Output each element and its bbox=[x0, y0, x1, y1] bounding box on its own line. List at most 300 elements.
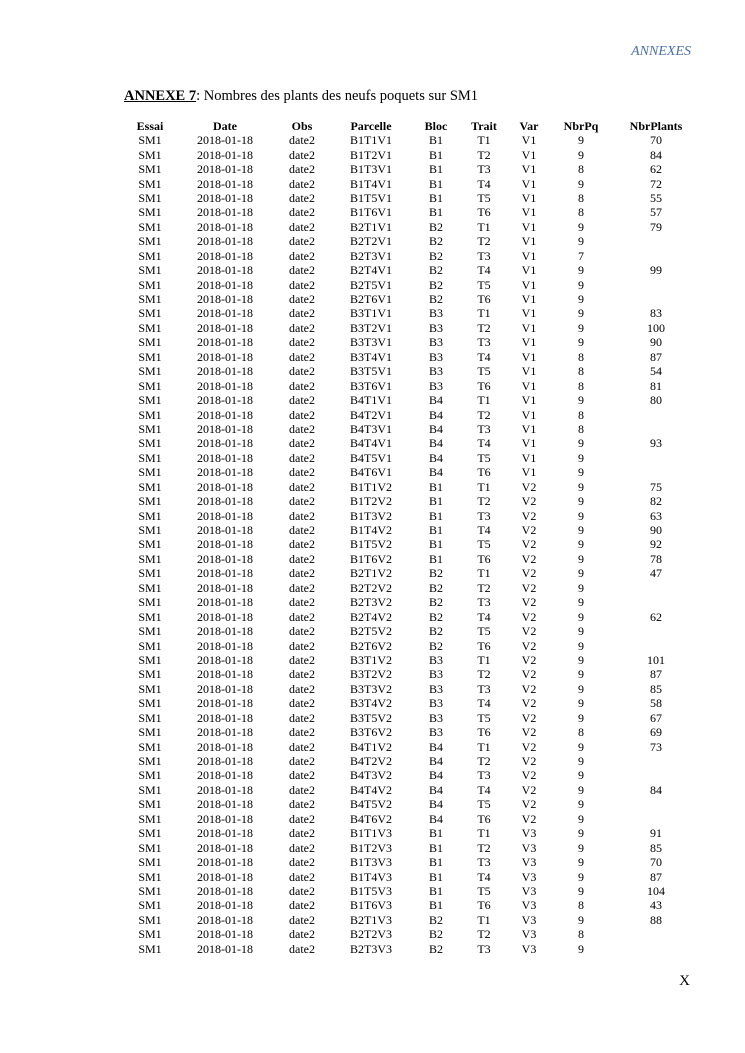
table-cell: 2018-01-18 bbox=[197, 725, 253, 740]
table-cell: V1 bbox=[521, 378, 537, 393]
table-cell: 8 bbox=[578, 898, 584, 913]
table-cell: B2T1V2 bbox=[350, 566, 392, 581]
caption-text: : Nombres des plants des neufs poquets sur SM1 bbox=[196, 88, 479, 104]
table-cell: T2 bbox=[477, 147, 491, 162]
table-cell: 63 bbox=[650, 508, 662, 523]
table-cell: SM1 bbox=[138, 754, 162, 769]
table-cell: 78 bbox=[650, 551, 662, 566]
table-cell: B2 bbox=[428, 580, 443, 595]
table-cell: 2018-01-18 bbox=[197, 147, 253, 162]
table-cell: 2018-01-18 bbox=[197, 855, 253, 870]
table-cell: 9 bbox=[578, 436, 584, 451]
table-cell: B3T2V2 bbox=[350, 667, 392, 682]
table-cell: V2 bbox=[521, 652, 537, 667]
table-cell: T6 bbox=[477, 551, 491, 566]
table-row bbox=[122, 783, 702, 797]
table-cell: SM1 bbox=[138, 306, 162, 321]
table-cell: V1 bbox=[521, 263, 537, 278]
table-cell: B4 bbox=[428, 754, 443, 769]
table-row bbox=[122, 884, 702, 898]
table-cell: SM1 bbox=[138, 133, 162, 148]
table-cell: T3 bbox=[477, 681, 491, 696]
table-cell: 9 bbox=[578, 292, 584, 307]
table-cell: 9 bbox=[578, 494, 584, 509]
table-cell: 2018-01-18 bbox=[197, 826, 253, 841]
table-cell: V1 bbox=[521, 364, 537, 379]
table-cell: 2018-01-18 bbox=[197, 450, 253, 465]
table-cell: date2 bbox=[289, 754, 315, 769]
table-cell: T3 bbox=[477, 768, 491, 783]
table-cell bbox=[610, 754, 702, 768]
table-cell: B1 bbox=[428, 869, 443, 884]
table-cell bbox=[610, 581, 702, 595]
table-cell: 9 bbox=[578, 147, 584, 162]
table-cell: B2T3V1 bbox=[350, 248, 392, 263]
table-cell: T1 bbox=[477, 652, 491, 667]
table-cell: B3T6V2 bbox=[350, 725, 392, 740]
table-cell: SM1 bbox=[138, 523, 162, 538]
table-cell: B2 bbox=[428, 219, 443, 234]
table-cell: SM1 bbox=[138, 869, 162, 884]
table-cell: 2018-01-18 bbox=[197, 523, 253, 538]
table-cell: B2T2V3 bbox=[350, 927, 392, 942]
table-cell: B1T5V3 bbox=[350, 883, 392, 898]
table-cell: SM1 bbox=[138, 710, 162, 725]
table-cell: 87 bbox=[650, 869, 662, 884]
table-cell: T2 bbox=[477, 840, 491, 855]
caption-lead: ANNEXE 7 bbox=[124, 88, 197, 104]
table-cell: B2T6V1 bbox=[350, 292, 392, 307]
table-cell: 2018-01-18 bbox=[197, 566, 253, 581]
table-cell: 9 bbox=[578, 912, 584, 927]
table-row bbox=[122, 364, 702, 378]
table-cell: T1 bbox=[477, 826, 491, 841]
table-cell: B4 bbox=[428, 421, 443, 436]
table-cell: V3 bbox=[521, 883, 537, 898]
table-cell: SM1 bbox=[138, 624, 162, 639]
table-cell: 9 bbox=[578, 652, 584, 667]
table-cell: date2 bbox=[289, 725, 315, 740]
table-row bbox=[122, 407, 702, 421]
table-cell: 9 bbox=[578, 551, 584, 566]
table-cell: V2 bbox=[521, 725, 537, 740]
table-cell: 2018-01-18 bbox=[197, 782, 253, 797]
table-cell: T3 bbox=[477, 941, 491, 956]
table-cell: V2 bbox=[521, 580, 537, 595]
table-cell: V2 bbox=[521, 667, 537, 682]
table-cell: 2018-01-18 bbox=[197, 162, 253, 177]
table-cell: V1 bbox=[521, 436, 537, 451]
table-cell: 93 bbox=[650, 436, 662, 451]
table-row bbox=[122, 624, 702, 638]
table-cell bbox=[610, 292, 702, 306]
table-cell: B1 bbox=[428, 855, 443, 870]
table-cell: T4 bbox=[477, 609, 491, 624]
table-cell: T3 bbox=[477, 508, 491, 523]
table-cell: 47 bbox=[650, 566, 662, 581]
table-cell: 2018-01-18 bbox=[197, 638, 253, 653]
table-cell: B1T3V1 bbox=[350, 162, 392, 177]
table-cell: T4 bbox=[477, 782, 491, 797]
table-cell: V1 bbox=[521, 234, 537, 249]
table-row bbox=[122, 739, 702, 753]
table-cell: 2018-01-18 bbox=[197, 176, 253, 191]
table-row bbox=[122, 927, 702, 941]
table-cell: 82 bbox=[650, 494, 662, 509]
table-cell: B1 bbox=[428, 133, 443, 148]
table-cell: T4 bbox=[477, 436, 491, 451]
table-cell: SM1 bbox=[138, 364, 162, 379]
table-cell: B4T3V1 bbox=[350, 421, 392, 436]
table-cell: 9 bbox=[578, 523, 584, 538]
table-cell: B3T4V1 bbox=[350, 349, 392, 364]
table-cell: 9 bbox=[578, 450, 584, 465]
table-cell: B3T3V2 bbox=[350, 681, 392, 696]
table-cell: 8 bbox=[578, 927, 584, 942]
table-cell: 9 bbox=[578, 869, 584, 884]
table-cell: 54 bbox=[650, 364, 662, 379]
table-cell: 8 bbox=[578, 190, 584, 205]
table-cell: B1T6V1 bbox=[350, 205, 392, 220]
table-cell: B3T1V2 bbox=[350, 652, 392, 667]
table-cell: 2018-01-18 bbox=[197, 465, 253, 480]
column-header: Parcelle bbox=[350, 118, 392, 133]
table-cell: V2 bbox=[521, 754, 537, 769]
table-cell: date2 bbox=[289, 768, 315, 783]
table-cell: V3 bbox=[521, 912, 537, 927]
table-cell: 9 bbox=[578, 696, 584, 711]
table-cell: 2018-01-18 bbox=[197, 840, 253, 855]
table-cell: V1 bbox=[521, 292, 537, 307]
table-cell: T3 bbox=[477, 595, 491, 610]
table-row bbox=[122, 812, 702, 826]
table-cell: T1 bbox=[477, 393, 491, 408]
table-cell: B4 bbox=[428, 768, 443, 783]
running-head: ANNEXES bbox=[631, 44, 691, 59]
table-cell: 2018-01-18 bbox=[197, 739, 253, 754]
table-row bbox=[122, 234, 702, 248]
table-cell: V2 bbox=[521, 811, 537, 826]
table-row bbox=[122, 277, 702, 291]
table-cell: V1 bbox=[521, 248, 537, 263]
table-cell: 2018-01-18 bbox=[197, 811, 253, 826]
table-cell: B1T1V3 bbox=[350, 826, 392, 841]
table-row bbox=[122, 508, 702, 522]
table-cell: date2 bbox=[289, 927, 315, 942]
table-cell: 9 bbox=[578, 277, 584, 292]
table-cell: T3 bbox=[477, 162, 491, 177]
table-cell: date2 bbox=[289, 436, 315, 451]
table-cell: B3 bbox=[428, 725, 443, 740]
table-cell: 8 bbox=[578, 349, 584, 364]
table-row bbox=[122, 321, 702, 335]
table-cell: B3 bbox=[428, 710, 443, 725]
table-cell: B1 bbox=[428, 190, 443, 205]
table-cell: B2 bbox=[428, 248, 443, 263]
table-cell: B2 bbox=[428, 609, 443, 624]
table-cell: 2018-01-18 bbox=[197, 407, 253, 422]
table-cell: 2018-01-18 bbox=[197, 912, 253, 927]
table-cell: B2 bbox=[428, 941, 443, 956]
table-cell: B1 bbox=[428, 176, 443, 191]
table-cell: 2018-01-18 bbox=[197, 263, 253, 278]
table-cell: V3 bbox=[521, 855, 537, 870]
table-row bbox=[122, 826, 702, 840]
table-cell: date2 bbox=[289, 652, 315, 667]
table-cell: date2 bbox=[289, 580, 315, 595]
table-cell: T6 bbox=[477, 378, 491, 393]
table-cell: date2 bbox=[289, 320, 315, 335]
table-cell: B1T4V1 bbox=[350, 176, 392, 191]
table-cell: B2 bbox=[428, 566, 443, 581]
table-cell: V2 bbox=[521, 638, 537, 653]
table-cell: 9 bbox=[578, 667, 584, 682]
table-cell: 100 bbox=[647, 320, 665, 335]
table-cell: SM1 bbox=[138, 292, 162, 307]
table-cell: B1T1V1 bbox=[350, 133, 392, 148]
table-cell: 2018-01-18 bbox=[197, 248, 253, 263]
table-cell: 8 bbox=[578, 378, 584, 393]
table-cell: 2018-01-18 bbox=[197, 537, 253, 552]
table-cell: date2 bbox=[289, 508, 315, 523]
table-cell: SM1 bbox=[138, 320, 162, 335]
table-cell: 2018-01-18 bbox=[197, 624, 253, 639]
table-cell: B3T1V1 bbox=[350, 306, 392, 321]
table-cell: T5 bbox=[477, 364, 491, 379]
table-cell: V2 bbox=[521, 797, 537, 812]
table-cell: B4T3V2 bbox=[350, 768, 392, 783]
table-cell: date2 bbox=[289, 162, 315, 177]
table-cell: T4 bbox=[477, 869, 491, 884]
table-row bbox=[122, 480, 702, 494]
table-cell: SM1 bbox=[138, 551, 162, 566]
table-cell: V1 bbox=[521, 147, 537, 162]
table-cell: V3 bbox=[521, 898, 537, 913]
table-cell: V3 bbox=[521, 941, 537, 956]
table-cell: 9 bbox=[578, 306, 584, 321]
table-cell: 99 bbox=[650, 263, 662, 278]
table-cell bbox=[610, 812, 702, 826]
table-cell: date2 bbox=[289, 638, 315, 653]
table-cell: B3T5V1 bbox=[350, 364, 392, 379]
table-cell: 2018-01-18 bbox=[197, 190, 253, 205]
table-cell: 9 bbox=[578, 133, 584, 148]
table-cell: B2T6V2 bbox=[350, 638, 392, 653]
table-cell: T6 bbox=[477, 811, 491, 826]
table-cell: 8 bbox=[578, 364, 584, 379]
table-row bbox=[122, 465, 702, 479]
table-cell: B1 bbox=[428, 508, 443, 523]
table-cell: date2 bbox=[289, 494, 315, 509]
table-row bbox=[122, 797, 702, 811]
table-cell: date2 bbox=[289, 609, 315, 624]
table-cell: date2 bbox=[289, 595, 315, 610]
table-cell: date2 bbox=[289, 393, 315, 408]
table-cell: 9 bbox=[578, 883, 584, 898]
table-cell: 9 bbox=[578, 624, 584, 639]
table-cell: 9 bbox=[578, 826, 584, 841]
table-cell: B2 bbox=[428, 263, 443, 278]
table-cell: T6 bbox=[477, 205, 491, 220]
table-cell: 2018-01-18 bbox=[197, 421, 253, 436]
table-cell: SM1 bbox=[138, 465, 162, 480]
table-cell: B2 bbox=[428, 638, 443, 653]
table-cell: SM1 bbox=[138, 927, 162, 942]
table-cell: V2 bbox=[521, 782, 537, 797]
table-row bbox=[122, 609, 702, 623]
table-cell: SM1 bbox=[138, 696, 162, 711]
table-cell: T2 bbox=[477, 580, 491, 595]
table-cell: B4T2V2 bbox=[350, 754, 392, 769]
table-row bbox=[122, 566, 702, 580]
table-cell: 2018-01-18 bbox=[197, 508, 253, 523]
table-cell bbox=[610, 942, 702, 956]
table-cell: 85 bbox=[650, 840, 662, 855]
table-row bbox=[122, 176, 702, 190]
table-cell: V1 bbox=[521, 421, 537, 436]
column-header: Essai bbox=[136, 118, 164, 133]
table-cell: B1T6V3 bbox=[350, 898, 392, 913]
table-cell: B2 bbox=[428, 277, 443, 292]
table-cell: 2018-01-18 bbox=[197, 292, 253, 307]
table-cell: date2 bbox=[289, 277, 315, 292]
table-cell bbox=[610, 927, 702, 941]
table-cell: V1 bbox=[521, 219, 537, 234]
table-cell bbox=[610, 768, 702, 782]
table-cell: 2018-01-18 bbox=[197, 479, 253, 494]
table-cell: V2 bbox=[521, 566, 537, 581]
table-cell: SM1 bbox=[138, 378, 162, 393]
table-cell: 2018-01-18 bbox=[197, 494, 253, 509]
table-cell: V2 bbox=[521, 595, 537, 610]
table-cell: B1 bbox=[428, 537, 443, 552]
table-row bbox=[122, 638, 702, 652]
table-cell: B1 bbox=[428, 551, 443, 566]
table-cell: 2018-01-18 bbox=[197, 320, 253, 335]
table-cell: SM1 bbox=[138, 941, 162, 956]
table-cell: V3 bbox=[521, 869, 537, 884]
table-cell: V1 bbox=[521, 190, 537, 205]
table-cell: V2 bbox=[521, 681, 537, 696]
column-header: NbrPlants bbox=[629, 118, 683, 133]
table-cell: 9 bbox=[578, 941, 584, 956]
table-cell: B4T5V2 bbox=[350, 797, 392, 812]
table-cell: V2 bbox=[521, 523, 537, 538]
table-cell: 90 bbox=[650, 523, 662, 538]
table-cell bbox=[610, 407, 702, 421]
table-cell: V1 bbox=[521, 205, 537, 220]
table-cell: V1 bbox=[521, 393, 537, 408]
table-cell: 58 bbox=[650, 696, 662, 711]
table-cell: 9 bbox=[578, 393, 584, 408]
table-cell: 62 bbox=[650, 162, 662, 177]
table-cell: 8 bbox=[578, 162, 584, 177]
table-cell: B4T4V1 bbox=[350, 436, 392, 451]
table-cell: 2018-01-18 bbox=[197, 754, 253, 769]
table-cell: date2 bbox=[289, 421, 315, 436]
table-row bbox=[122, 869, 702, 883]
table-cell: 9 bbox=[578, 754, 584, 769]
table-cell: date2 bbox=[289, 292, 315, 307]
table-cell: T6 bbox=[477, 638, 491, 653]
table-cell: 84 bbox=[650, 782, 662, 797]
table-cell: 9 bbox=[578, 638, 584, 653]
table-cell: B3 bbox=[428, 681, 443, 696]
table-row bbox=[122, 306, 702, 320]
table-cell: 9 bbox=[578, 797, 584, 812]
table-cell: 70 bbox=[650, 855, 662, 870]
table-cell: 2018-01-18 bbox=[197, 768, 253, 783]
table-cell: SM1 bbox=[138, 609, 162, 624]
table-cell: B4T6V1 bbox=[350, 465, 392, 480]
table-row bbox=[122, 393, 702, 407]
table-cell: 9 bbox=[578, 681, 584, 696]
table-cell: SM1 bbox=[138, 407, 162, 422]
table-cell: SM1 bbox=[138, 393, 162, 408]
table-cell: 2018-01-18 bbox=[197, 349, 253, 364]
table-row bbox=[122, 335, 702, 349]
table-cell: B4 bbox=[428, 393, 443, 408]
table-cell: B1 bbox=[428, 523, 443, 538]
table-cell: B2T1V1 bbox=[350, 219, 392, 234]
table-cell: 80 bbox=[650, 393, 662, 408]
table-row bbox=[122, 552, 702, 566]
table-cell: T2 bbox=[477, 407, 491, 422]
table-row bbox=[122, 220, 702, 234]
table-cell: B4 bbox=[428, 465, 443, 480]
table-cell: B1T5V1 bbox=[350, 190, 392, 205]
table-cell: date2 bbox=[289, 941, 315, 956]
table-cell: T6 bbox=[477, 725, 491, 740]
table-cell bbox=[610, 465, 702, 479]
table-cell: 2018-01-18 bbox=[197, 869, 253, 884]
table-cell bbox=[610, 797, 702, 811]
table-cell: B2 bbox=[428, 234, 443, 249]
table-cell: B1T3V2 bbox=[350, 508, 392, 523]
table-cell: V2 bbox=[521, 508, 537, 523]
table-cell: 9 bbox=[578, 580, 584, 595]
table-cell: B1 bbox=[428, 840, 443, 855]
table-cell: 2018-01-18 bbox=[197, 941, 253, 956]
table-caption bbox=[124, 88, 478, 105]
table-row bbox=[122, 133, 702, 147]
table-cell: SM1 bbox=[138, 205, 162, 220]
table-cell: B1 bbox=[428, 494, 443, 509]
table-cell: B2T4V2 bbox=[350, 609, 392, 624]
table-cell: SM1 bbox=[138, 234, 162, 249]
table-cell: V2 bbox=[521, 494, 537, 509]
table-cell: 69 bbox=[650, 725, 662, 740]
table-cell: SM1 bbox=[138, 335, 162, 350]
table-cell bbox=[610, 451, 702, 465]
table-cell: 9 bbox=[578, 855, 584, 870]
table-cell: B4T2V1 bbox=[350, 407, 392, 422]
column-header: Obs bbox=[291, 118, 313, 133]
table-row bbox=[122, 422, 702, 436]
table-cell: B1T6V2 bbox=[350, 551, 392, 566]
table-cell: B3T5V2 bbox=[350, 710, 392, 725]
table-cell: B3 bbox=[428, 378, 443, 393]
table-cell: V1 bbox=[521, 349, 537, 364]
table-cell: B3 bbox=[428, 652, 443, 667]
table-cell: B3 bbox=[428, 349, 443, 364]
table-cell: SM1 bbox=[138, 219, 162, 234]
table-cell: date2 bbox=[289, 710, 315, 725]
table-cell: B2 bbox=[428, 292, 443, 307]
table-cell: SM1 bbox=[138, 826, 162, 841]
table-cell: V1 bbox=[521, 450, 537, 465]
table-cell: B3 bbox=[428, 306, 443, 321]
